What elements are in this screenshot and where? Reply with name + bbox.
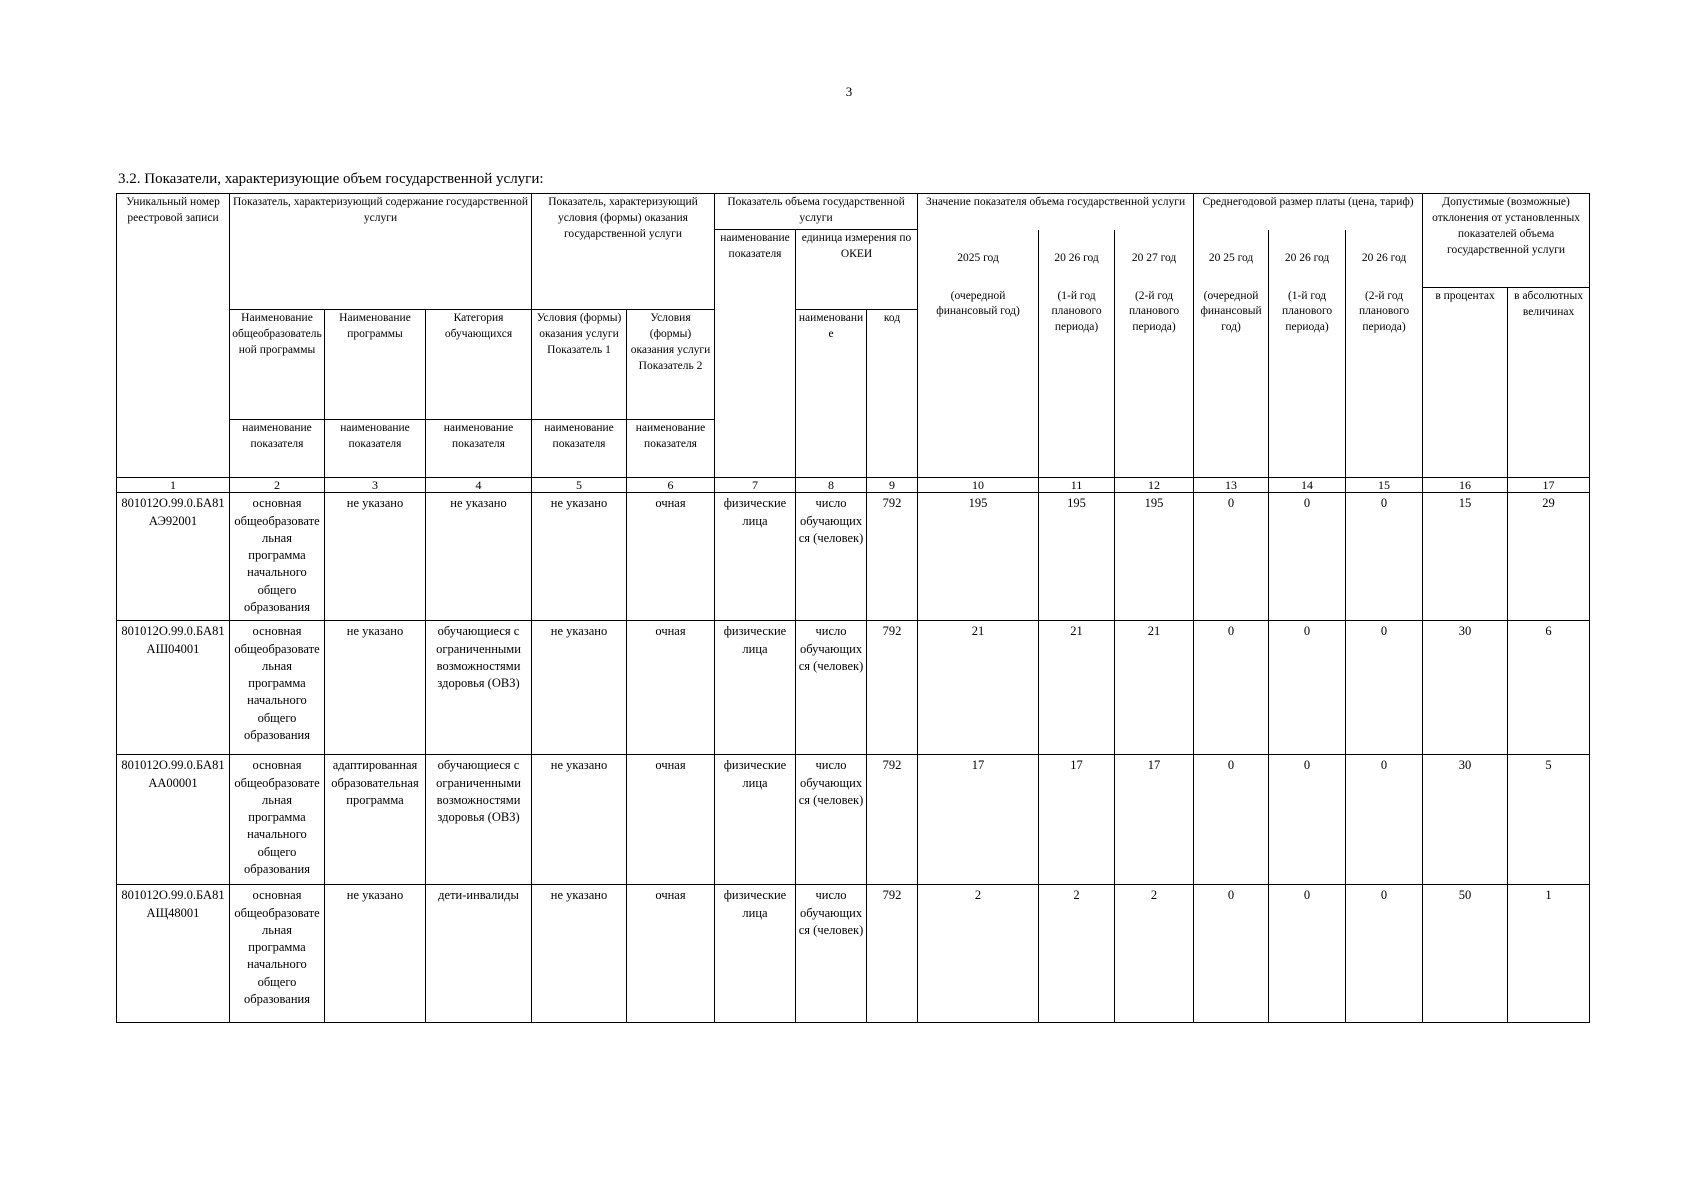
unit-name: число обучающихся (человек) (796, 885, 867, 1023)
fee-2025: 0 (1194, 885, 1269, 1023)
header-allowed-deviation: Допустимые (возможные) отклонения от установленных показателей объема государственной услуги (1423, 194, 1590, 288)
student-category: дети-инвалиды (426, 885, 532, 1023)
fee-2026: 0 (1269, 621, 1346, 755)
volume-indicators-table (116, 193, 1590, 1023)
header-indicator-name-4: наименование показателя (426, 420, 532, 478)
header-fee-year-2026-b: 20 26 год (1346, 230, 1423, 288)
fee-2027: 0 (1346, 755, 1423, 885)
deviation-percent: 30 (1423, 621, 1508, 755)
fee-2027: 0 (1346, 885, 1423, 1023)
header-indicator-name-2: наименование показателя (230, 420, 325, 478)
column-number: 10 (918, 478, 1039, 493)
column-number: 6 (627, 478, 715, 493)
header-fee-period-first: (1-й год планового периода) (1269, 288, 1346, 478)
indicator-name: физические лица (715, 621, 796, 755)
condition-2: очная (627, 755, 715, 885)
unit-name: число обучающихся (человек) (796, 755, 867, 885)
column-number: 13 (1194, 478, 1269, 493)
program-school: основная общеобразовательная программа начального общего образования (230, 493, 325, 621)
header-unit-okei: единица измерения по ОКЕИ (796, 230, 918, 288)
unit-code: 792 (867, 493, 918, 621)
column-number: 4 (426, 478, 532, 493)
fee-2025: 0 (1194, 755, 1269, 885)
column-number: 14 (1269, 478, 1346, 493)
column-number: 12 (1115, 478, 1194, 493)
header-student-category: Категория обучающихся (426, 310, 532, 420)
table-row (117, 621, 1590, 755)
header-fee-year-2026-a: 20 26 год (1269, 230, 1346, 288)
program-school: основная общеобразовательная программа начального общего образования (230, 621, 325, 755)
condition-2: очная (627, 621, 715, 755)
deviation-percent: 50 (1423, 885, 1508, 1023)
value-2026: 21 (1039, 621, 1115, 755)
header-year-2025: 2025 год (918, 230, 1039, 288)
student-category: не указано (426, 493, 532, 621)
header-period-current: (очередной финансовый год) (918, 288, 1039, 478)
value-2025: 17 (918, 755, 1039, 885)
program-school: основная общеобразовательная программа начального общего образования (230, 755, 325, 885)
condition-1: не указано (532, 885, 627, 1023)
value-2025: 21 (918, 621, 1039, 755)
header-average-fee: Среднегодовой размер платы (цена, тариф) (1194, 194, 1423, 230)
header-fee-year-2025: 20 25 год (1194, 230, 1269, 288)
value-2027: 17 (1115, 755, 1194, 885)
value-2025: 2 (918, 885, 1039, 1023)
header-conditions-indicator: Показатель, характеризующий условия (формы) оказания государственной услуги (532, 194, 715, 310)
indicator-name: физические лица (715, 493, 796, 621)
header-unit-code: код (867, 310, 918, 478)
column-number: 15 (1346, 478, 1423, 493)
header-absolute: в абсолютных величинах (1508, 288, 1590, 478)
column-number: 7 (715, 478, 796, 493)
condition-2: очная (627, 885, 715, 1023)
program-name: не указано (325, 885, 426, 1023)
value-2027: 2 (1115, 885, 1194, 1023)
deviation-percent: 15 (1423, 493, 1508, 621)
registry-number: 801012О.99.0.БА81АА00001 (117, 755, 230, 885)
column-number: 8 (796, 478, 867, 493)
condition-1: не указано (532, 493, 627, 621)
column-number: 17 (1508, 478, 1590, 493)
header-indicator-name-3: наименование показателя (325, 420, 426, 478)
fee-2025: 0 (1194, 493, 1269, 621)
header-fee-period-current: (очередной финансовый год) (1194, 288, 1269, 478)
header-percent: в процентах (1423, 288, 1508, 478)
header-volume-indicator: Показатель объема государственной услуги (715, 194, 918, 230)
condition-2: очная (627, 493, 715, 621)
header-unique-number: Уникальный номер реестровой записи (117, 194, 230, 478)
header-content-indicator: Показатель, характеризующий содержание государственной услуги (230, 194, 532, 310)
column-number: 3 (325, 478, 426, 493)
fee-2026: 0 (1269, 885, 1346, 1023)
header-indicator-name: наименование показателя (715, 230, 796, 478)
table-row (117, 885, 1590, 1023)
unit-code: 792 (867, 621, 918, 755)
student-category: обучающиеся с ограниченными возможностями здоровья (ОВЗ) (426, 755, 532, 885)
value-2025: 195 (918, 493, 1039, 621)
value-2026: 195 (1039, 493, 1115, 621)
deviation-absolute: 29 (1508, 493, 1590, 621)
column-number: 11 (1039, 478, 1115, 493)
table-row (117, 755, 1590, 885)
header-year-2026: 20 26 год (1039, 230, 1115, 288)
column-number: 1 (117, 478, 230, 493)
value-2026: 2 (1039, 885, 1115, 1023)
fee-2025: 0 (1194, 621, 1269, 755)
unit-code: 792 (867, 885, 918, 1023)
condition-1: не указано (532, 621, 627, 755)
column-number: 5 (532, 478, 627, 493)
deviation-absolute: 5 (1508, 755, 1590, 885)
registry-number: 801012О.99.0.БА81АШ04001 (117, 621, 230, 755)
column-number: 16 (1423, 478, 1508, 493)
header-program-name-school: Наименование общеобразовательной программы (230, 310, 325, 420)
header-indicator-name-5: наименование показателя (532, 420, 627, 478)
fee-2026: 0 (1269, 493, 1346, 621)
header-volume-value: Значение показателя объема государственной услуги (918, 194, 1194, 230)
unit-code: 792 (867, 755, 918, 885)
indicator-name: физические лица (715, 885, 796, 1023)
header-indicator-name-6: наименование показателя (627, 420, 715, 478)
header-unit-name: наименование (796, 310, 867, 478)
header-period-first: (1-й год планового периода) (1039, 288, 1115, 478)
fee-2027: 0 (1346, 621, 1423, 755)
header-period-second: (2-й год планового периода) (1115, 288, 1194, 478)
header-condition-1: Условия (формы) оказания услуги Показатель 1 (532, 310, 627, 420)
header-year-2027: 20 27 год (1115, 230, 1194, 288)
program-school: основная общеобразовательная программа начального общего образования (230, 885, 325, 1023)
table-row (117, 493, 1590, 621)
deviation-absolute: 6 (1508, 621, 1590, 755)
indicator-name: физические лица (715, 755, 796, 885)
value-2027: 21 (1115, 621, 1194, 755)
program-name: не указано (325, 621, 426, 755)
deviation-absolute: 1 (1508, 885, 1590, 1023)
header-fee-period-second: (2-й год планового периода) (1346, 288, 1423, 478)
unit-name: число обучающихся (человек) (796, 493, 867, 621)
program-name: адаптированная образовательная программа (325, 755, 426, 885)
column-number: 9 (867, 478, 918, 493)
section-title: 3.2. Показатели, характеризующие объем государственной услуги: (118, 171, 544, 187)
registry-number: 801012О.99.0.БА81АЩ48001 (117, 885, 230, 1023)
column-number-row (117, 478, 1590, 493)
program-name: не указано (325, 493, 426, 621)
fee-2027: 0 (1346, 493, 1423, 621)
value-2026: 17 (1039, 755, 1115, 885)
registry-number: 801012О.99.0.БА81АЭ92001 (117, 493, 230, 621)
header-condition-2: Условия (формы) оказания услуги Показатель 2 (627, 310, 715, 420)
page-number: 3 (845, 84, 853, 99)
condition-1: не указано (532, 755, 627, 885)
column-number: 2 (230, 478, 325, 493)
header-program-name: Наименование программы (325, 310, 426, 420)
fee-2026: 0 (1269, 755, 1346, 885)
unit-name: число обучающихся (человек) (796, 621, 867, 755)
deviation-percent: 30 (1423, 755, 1508, 885)
student-category: обучающиеся с ограниченными возможностями здоровья (ОВЗ) (426, 621, 532, 755)
value-2027: 195 (1115, 493, 1194, 621)
